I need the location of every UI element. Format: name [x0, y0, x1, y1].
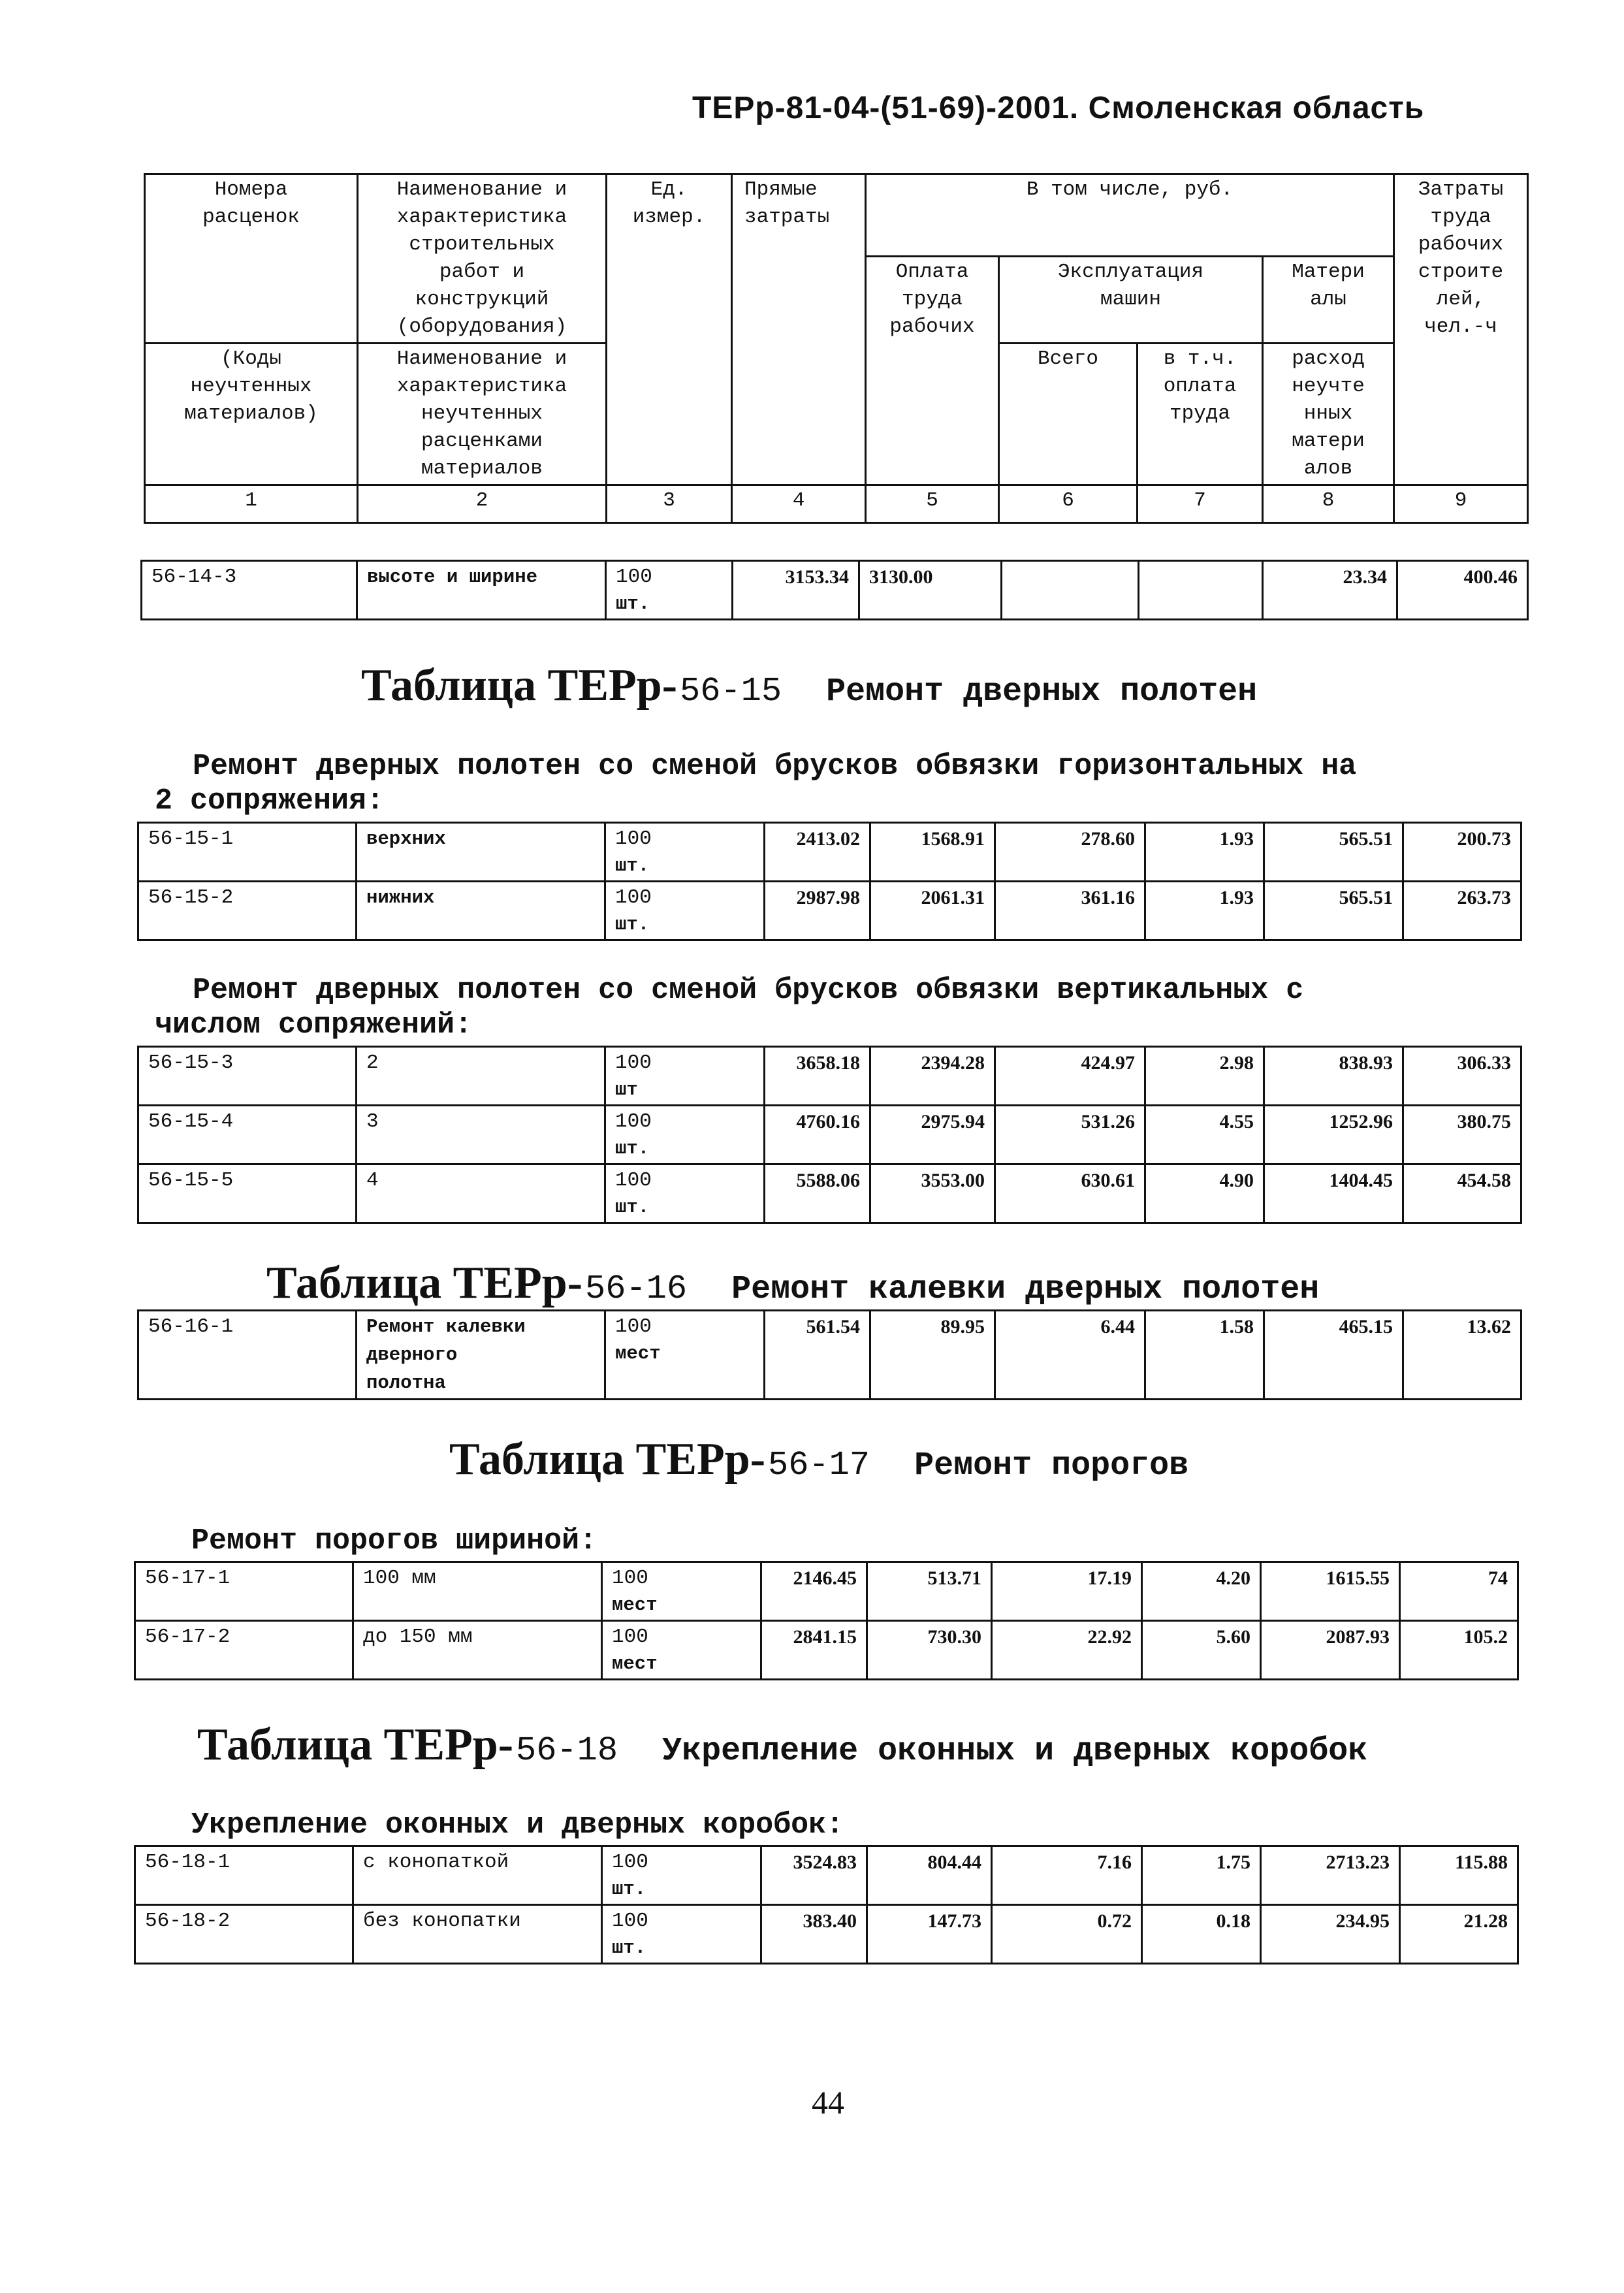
- machines-total: 278.60: [995, 823, 1145, 882]
- rate-table-56-16: [137, 1309, 1522, 1400]
- direct-costs: 5588.06: [765, 1164, 870, 1223]
- rate-table-56-14: [140, 560, 1529, 620]
- rate-name: высоте и ширине: [357, 561, 606, 620]
- table-title-word: Таблица ТЕРр-: [449, 1434, 766, 1484]
- rate-unit: [605, 1311, 765, 1400]
- header-rate-numbers: Номера расценок: [145, 174, 358, 344]
- rate-code: 56-14-3: [142, 561, 357, 620]
- section-heading: [193, 749, 1356, 784]
- direct-costs: 2987.98: [765, 882, 870, 940]
- rate-name: 3: [357, 1106, 605, 1164]
- rate-table-56-18: [134, 1845, 1519, 1964]
- materials: 1404.45: [1264, 1164, 1403, 1223]
- worker-pay: 804.44: [867, 1846, 992, 1905]
- rate-code: 56-15-4: [138, 1106, 357, 1164]
- table-title-56-15: [361, 660, 1257, 712]
- unit-value: 100: [615, 1051, 652, 1074]
- materials: 2713.23: [1261, 1846, 1400, 1905]
- header-worker-pay: Оплата труда рабочих: [866, 257, 999, 485]
- unit-measure: шт.: [615, 855, 650, 876]
- column-number: 2: [358, 485, 607, 523]
- table-title-word: Таблица ТЕРр-: [197, 1720, 514, 1770]
- table-title-text: Ремонт дверных полотен: [826, 673, 1258, 711]
- direct-costs: 3524.83: [761, 1846, 867, 1905]
- header-materials: Матери алы: [1263, 257, 1394, 344]
- table-title-56-17: [449, 1434, 1188, 1486]
- rate-name: Ремонт калевки дверного полотна: [357, 1311, 605, 1400]
- unit-measure: мест: [612, 1594, 658, 1616]
- table-row: [135, 1905, 1518, 1964]
- worker-pay: 147.73: [867, 1905, 992, 1964]
- rate-code: 56-15-3: [138, 1047, 357, 1106]
- rate-unit: [605, 882, 765, 940]
- unit-measure: шт.: [615, 914, 650, 935]
- machines-total: 630.61: [995, 1164, 1145, 1223]
- direct-costs: 3658.18: [765, 1047, 870, 1106]
- header-work-name: Наименование и характеристика строительных работ и конструкций (оборудования): [358, 174, 607, 344]
- rate-table-56-15-vertical: [137, 1046, 1522, 1224]
- rate-name: 100 мм: [353, 1562, 602, 1621]
- rate-code: 56-16-1: [138, 1311, 357, 1400]
- machines-total: 7.16: [992, 1846, 1142, 1905]
- section-heading: [193, 973, 1303, 1008]
- table-title-word: Таблица ТЕРр-: [361, 660, 678, 711]
- labor-hours: 306.33: [1403, 1047, 1521, 1106]
- table-title-text: Укрепление оконных и дверных коробок: [662, 1733, 1368, 1770]
- column-number: 8: [1263, 485, 1394, 523]
- rate-code: 56-17-2: [135, 1621, 353, 1680]
- table-title-text: Ремонт калевки дверных полотен: [731, 1271, 1320, 1308]
- unit-value: 100: [612, 1910, 648, 1932]
- rate-table-56-17: [134, 1561, 1519, 1680]
- table-row: [138, 882, 1521, 940]
- direct-costs: 2841.15: [761, 1621, 867, 1680]
- unit-measure: шт.: [615, 1138, 650, 1159]
- unit-value: 100: [615, 827, 652, 850]
- section-heading: [155, 1008, 472, 1043]
- machine-labor: 1.58: [1145, 1311, 1264, 1400]
- unit-measure: шт.: [612, 1937, 646, 1959]
- table-row: [135, 1621, 1518, 1680]
- table-title-56-18: [197, 1719, 1367, 1771]
- machine-labor: 1.75: [1142, 1846, 1261, 1905]
- direct-costs: 2146.45: [761, 1562, 867, 1621]
- header-machine-operation: Эксплуатация машин: [999, 257, 1263, 344]
- unit-value: 100: [615, 886, 652, 909]
- unit-value: 100: [612, 1626, 648, 1648]
- column-header-table: [144, 173, 1529, 524]
- table-row: [135, 1846, 1518, 1905]
- materials: 838.93: [1264, 1047, 1403, 1106]
- materials: 565.51: [1264, 882, 1403, 940]
- worker-pay: 3130.00: [859, 561, 1002, 620]
- table-row: [138, 1106, 1521, 1164]
- rate-code: 56-18-2: [135, 1905, 353, 1964]
- table-title-number: 56-16: [585, 1270, 688, 1308]
- materials: 565.51: [1264, 823, 1403, 882]
- rate-unit: [605, 1047, 765, 1106]
- unit-measure: шт: [615, 1079, 638, 1100]
- rate-name: до 150 мм: [353, 1621, 602, 1680]
- table-row: [142, 561, 1528, 620]
- worker-pay: 730.30: [867, 1621, 992, 1680]
- header-material-names: Наименование и характеристика неучтенных расценками материалов: [358, 344, 607, 485]
- unit-value: 100: [615, 1315, 652, 1338]
- direct-costs: 3153.34: [733, 561, 859, 620]
- header-including-group: В том числе, руб.: [866, 174, 1394, 257]
- direct-costs: 4760.16: [765, 1106, 870, 1164]
- rate-unit: [605, 823, 765, 882]
- table-title-number: 56-18: [516, 1731, 618, 1770]
- section-heading: [191, 1524, 597, 1559]
- rate-unit: [605, 1164, 765, 1223]
- rate-table-56-15-horizontal: [137, 822, 1522, 941]
- labor-hours: 115.88: [1400, 1846, 1518, 1905]
- header-unit: Ед. измер.: [607, 174, 732, 485]
- unit-value: 100: [612, 1567, 648, 1590]
- page-number: 44: [812, 2084, 844, 2121]
- header-machines-total: Всего: [999, 344, 1138, 485]
- header-direct-costs: Прямые затраты: [732, 174, 866, 485]
- worker-pay: 2975.94: [870, 1106, 995, 1164]
- rate-name: 2: [357, 1047, 605, 1106]
- labor-hours: 74: [1400, 1562, 1518, 1621]
- unit-value: 100: [615, 1169, 652, 1192]
- column-number: 7: [1138, 485, 1263, 523]
- direct-costs: 383.40: [761, 1905, 867, 1964]
- labor-hours: 454.58: [1403, 1164, 1521, 1223]
- rate-code: 56-15-2: [138, 882, 357, 940]
- materials: 1615.55: [1261, 1562, 1400, 1621]
- machine-labor: 1.93: [1145, 823, 1264, 882]
- rate-code: 56-17-1: [135, 1562, 353, 1621]
- worker-pay: 1568.91: [870, 823, 995, 882]
- materials: 234.95: [1261, 1905, 1400, 1964]
- machines-total: 0.72: [992, 1905, 1142, 1964]
- table-title-word: Таблица ТЕРр-: [266, 1258, 583, 1308]
- materials: 23.34: [1263, 561, 1397, 620]
- labor-hours: 263.73: [1403, 882, 1521, 940]
- column-number: 6: [999, 485, 1138, 523]
- unit-measure: шт.: [615, 1196, 650, 1218]
- machine-labor: 5.60: [1142, 1621, 1261, 1680]
- header-labor-hours: Затраты труда рабочих строите лей, чел.-ч: [1394, 174, 1528, 485]
- rate-unit: [602, 1621, 761, 1680]
- section-line: Ремонт дверных полотен со сменой брусков обвязки горизонтальных на: [193, 750, 1357, 783]
- rate-unit: [602, 1562, 761, 1621]
- table-title-56-16: [266, 1257, 1319, 1309]
- table-row: [138, 823, 1521, 882]
- machine-labor: 2.98: [1145, 1047, 1264, 1106]
- section-line: 2 сопряжения:: [155, 784, 385, 818]
- direct-costs: 561.54: [765, 1311, 870, 1400]
- section-heading: [155, 784, 384, 819]
- rate-name: верхних: [357, 823, 605, 882]
- section-line: Укрепление оконных и дверных коробок:: [191, 1808, 844, 1842]
- header-material-codes: (Коды неучтенных материалов): [145, 344, 358, 485]
- worker-pay: 3553.00: [870, 1164, 995, 1223]
- table-row: [138, 1164, 1521, 1223]
- materials: 1252.96: [1264, 1106, 1403, 1164]
- rate-name: нижних: [357, 882, 605, 940]
- machines-total: 424.97: [995, 1047, 1145, 1106]
- machine-labor: [1139, 561, 1263, 620]
- machine-labor: 4.55: [1145, 1106, 1264, 1164]
- rate-name: 4: [357, 1164, 605, 1223]
- labor-hours: 13.62: [1403, 1311, 1521, 1400]
- machine-labor: 0.18: [1142, 1905, 1261, 1964]
- unit-value: 100: [612, 1851, 648, 1874]
- table-title-number: 56-17: [768, 1446, 870, 1484]
- machines-total: [1002, 561, 1139, 620]
- machine-labor: 4.20: [1142, 1562, 1261, 1621]
- column-number: 9: [1394, 485, 1528, 523]
- page-header: ТЕРр-81-04-(51-69)-2001. Смоленская область: [692, 91, 1425, 125]
- section-line: числом сопряжений:: [155, 1008, 473, 1042]
- labor-hours: 380.75: [1403, 1106, 1521, 1164]
- machines-total: 361.16: [995, 882, 1145, 940]
- machines-total: 17.19: [992, 1562, 1142, 1621]
- worker-pay: 89.95: [870, 1311, 995, 1400]
- table-title-text: Ремонт порогов: [914, 1447, 1189, 1484]
- section-heading: [191, 1808, 844, 1843]
- machines-total: 22.92: [992, 1621, 1142, 1680]
- rate-unit: [605, 1106, 765, 1164]
- rate-unit: [606, 561, 733, 620]
- table-row: [138, 1047, 1521, 1106]
- unit-value: 100: [615, 1110, 652, 1133]
- section-line: Ремонт порогов шириной:: [191, 1524, 597, 1558]
- machines-total: 6.44: [995, 1311, 1145, 1400]
- direct-costs: 2413.02: [765, 823, 870, 882]
- rate-code: 56-15-1: [138, 823, 357, 882]
- table-row: [135, 1562, 1518, 1621]
- machines-total: 531.26: [995, 1106, 1145, 1164]
- unit-measure: шт.: [616, 593, 650, 615]
- unit-measure: мест: [615, 1343, 661, 1364]
- rate-name: с конопаткой: [353, 1846, 602, 1905]
- unit-measure: мест: [612, 1653, 658, 1675]
- materials: 465.15: [1264, 1311, 1403, 1400]
- machine-labor: 1.93: [1145, 882, 1264, 940]
- rate-unit: [602, 1846, 761, 1905]
- labor-hours: 200.73: [1403, 823, 1521, 882]
- rate-code: 56-18-1: [135, 1846, 353, 1905]
- header-machine-labor: в т.ч. оплата труда: [1138, 344, 1263, 485]
- section-line: Ремонт дверных полотен со сменой брусков обвязки вертикальных с: [193, 974, 1304, 1007]
- rate-name: без конопатки: [353, 1905, 602, 1964]
- column-number: 4: [732, 485, 866, 523]
- unit-measure: шт.: [612, 1878, 646, 1900]
- labor-hours: 105.2: [1400, 1621, 1518, 1680]
- rate-unit: [602, 1905, 761, 1964]
- table-row: [138, 1311, 1521, 1400]
- worker-pay: 2394.28: [870, 1047, 995, 1106]
- header-material-consumption: расход неучте нных матери алов: [1263, 344, 1394, 485]
- labor-hours: 400.46: [1397, 561, 1528, 620]
- column-number: 5: [866, 485, 999, 523]
- column-number: 3: [607, 485, 732, 523]
- machine-labor: 4.90: [1145, 1164, 1264, 1223]
- worker-pay: 2061.31: [870, 882, 995, 940]
- table-title-number: 56-15: [680, 672, 782, 711]
- column-number: 1: [145, 485, 358, 523]
- worker-pay: 513.71: [867, 1562, 992, 1621]
- labor-hours: 21.28: [1400, 1905, 1518, 1964]
- rate-code: 56-15-5: [138, 1164, 357, 1223]
- unit-value: 100: [616, 566, 652, 588]
- materials: 2087.93: [1261, 1621, 1400, 1680]
